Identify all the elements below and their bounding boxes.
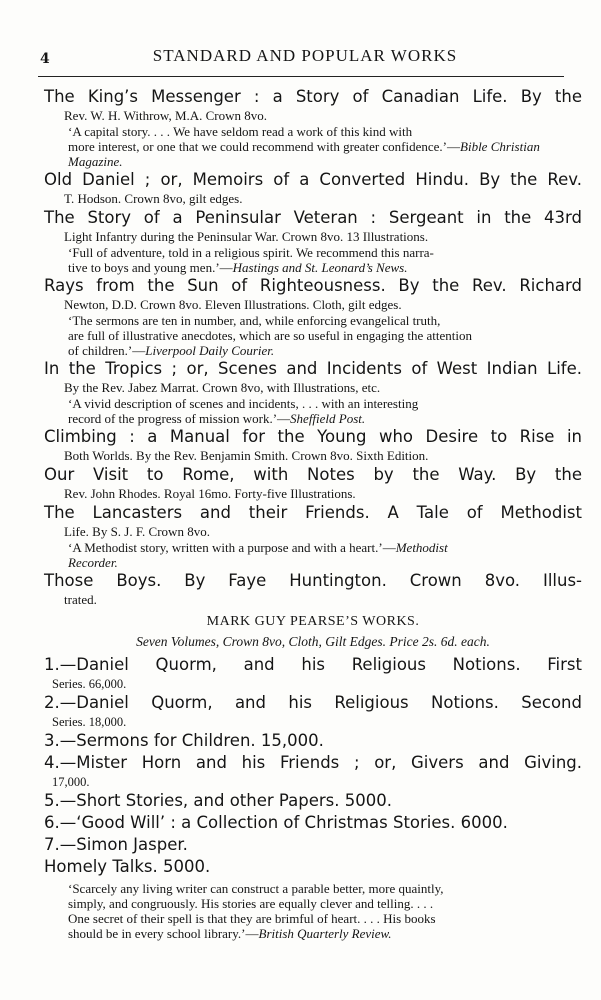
work-item-detail: Series. 66,000. (52, 677, 127, 691)
work-item: 2.—Daniel Quorm, and his Religious Notions. Second (44, 693, 582, 712)
book-details: T. Hodson. Crown 8vo, gilt edges. (64, 191, 243, 206)
book-details: Rev. W. H. Withrow, M.A. Crown 8vo. (64, 108, 268, 123)
work-item: 3.—Sermons for Children. 15,000. (44, 731, 324, 750)
book-entry (44, 86, 582, 169)
page-content (44, 86, 582, 941)
book-details: Both Worlds. By the Rev. Benjamin Smith. Crown 8vo. Sixth Edition. (64, 448, 429, 463)
book-details: trated. (64, 592, 97, 607)
review-text: ‘Full of adventure, told in a religious spirit. We recommend this narra- tive to boys and young men.’— (68, 245, 434, 275)
book-entry (44, 426, 582, 464)
book-details: Life. By S. J. F. Crown 8vo. (64, 524, 210, 539)
review-text: ‘The sermons are ten in number, and, while enforcing evangelical truth, are full of illustrative anecdotes, which are so useful in engaging the attention of children.’— (68, 313, 472, 358)
book-title: The Lancasters and their Friends. A Tale of Methodist (44, 503, 582, 522)
book-details: Light Infantry during the Peninsular War. Crown 8vo. 13 Illustrations. (64, 229, 429, 244)
book-title: Rays from the Sun of Righteousness. By the Rev. Richard (44, 276, 582, 295)
work-item: Homely Talks. 5000. (44, 857, 211, 876)
work-item: 7.—Simon Jasper. (44, 835, 188, 854)
section-subheading: Seven Volumes, Crown 8vo, Cloth, Gilt Edges. Price 2s. 6d. each. (136, 634, 490, 649)
review-source: Methodist Recorder. (68, 540, 448, 570)
review-source: Bible Christian Magazine. (68, 139, 540, 169)
review-text: ‘Scarcely any living writer can construct a parable better, more quaintly, simply, and congruously. His stories are equally clever and telling. . . . One secret of their spell is that they are brimful of heart. . . . His books should be in every school library.’— (68, 881, 444, 941)
book-review (68, 540, 582, 570)
work-item-detail: Series. 18,000. (52, 715, 127, 729)
book-entry (44, 358, 582, 426)
book-review (68, 396, 582, 426)
review-source: Hastings and St. Leonard’s News. (232, 260, 408, 275)
book-title: Climbing : a Manual for the Young who Desire to Rise in (44, 427, 582, 446)
closing-review (68, 881, 582, 941)
book-title: Those Boys. By Faye Huntington. Crown 8vo. Illus- (44, 571, 582, 590)
work-item: 4.—Mister Horn and his Friends ; or, Givers and Giving. (44, 753, 582, 772)
book-entry (44, 169, 582, 207)
book-details: Rev. John Rhodes. Royal 16mo. Forty-five Illustrations. (64, 486, 356, 501)
book-title: Our Visit to Rome, with Notes by the Way. By the (44, 465, 582, 484)
book-title: Old Daniel ; or, Memoirs of a Converted Hindu. By the Rev. (44, 170, 582, 189)
review-source: British Quarterly Review. (258, 926, 392, 941)
book-entry (44, 502, 582, 570)
book-details: Newton, D.D. Crown 8vo. Eleven Illustrations. Cloth, gilt edges. (64, 297, 402, 312)
book-entry (44, 464, 582, 502)
book-title: The King’s Messenger : a Story of Canadian Life. By the (44, 87, 582, 106)
review-text: ‘A capital story. . . . We have seldom read a work of this kind with more interest, or one that we could recommend with greater confidence.’— (68, 124, 461, 154)
book-entry (44, 570, 582, 608)
page-header (40, 46, 570, 72)
review-source: Liverpool Daily Courier. (145, 343, 275, 358)
section-heading: MARK GUY PEARSE’S WORKS. (206, 614, 420, 629)
book-entry (44, 275, 582, 358)
book-review (68, 245, 582, 275)
work-item: 5.—Short Stories, and other Papers. 5000. (44, 791, 392, 810)
book-review (68, 313, 582, 358)
header-rule (38, 76, 564, 77)
book-entry (44, 207, 582, 275)
work-item: 1.—Daniel Quorm, and his Religious Notions. First (44, 655, 582, 674)
book-details: By the Rev. Jabez Marrat. Crown 8vo, with Illustrations, etc. (64, 380, 381, 395)
review-text: ‘A vivid description of scenes and incidents, . . . with an interesting record of the progress of mission work.’— (68, 396, 419, 426)
book-title: The Story of a Peninsular Veteran : Sergeant in the 43rd (44, 208, 582, 227)
book-title: In the Tropics ; or, Scenes and Incidents of West Indian Life. (44, 359, 582, 378)
review-text: ‘A Methodist story, written with a purpose and with a heart.’— (68, 540, 396, 555)
running-title: STANDARD AND POPULAR WORKS (152, 46, 458, 65)
review-source: Sheffield Post. (290, 411, 366, 426)
book-review (68, 124, 582, 169)
work-item-detail: 17,000. (52, 775, 90, 789)
work-item: 6.—‘Good Will’ : a Collection of Christmas Stories. 6000. (44, 813, 508, 832)
page-number: 4 (40, 51, 50, 67)
